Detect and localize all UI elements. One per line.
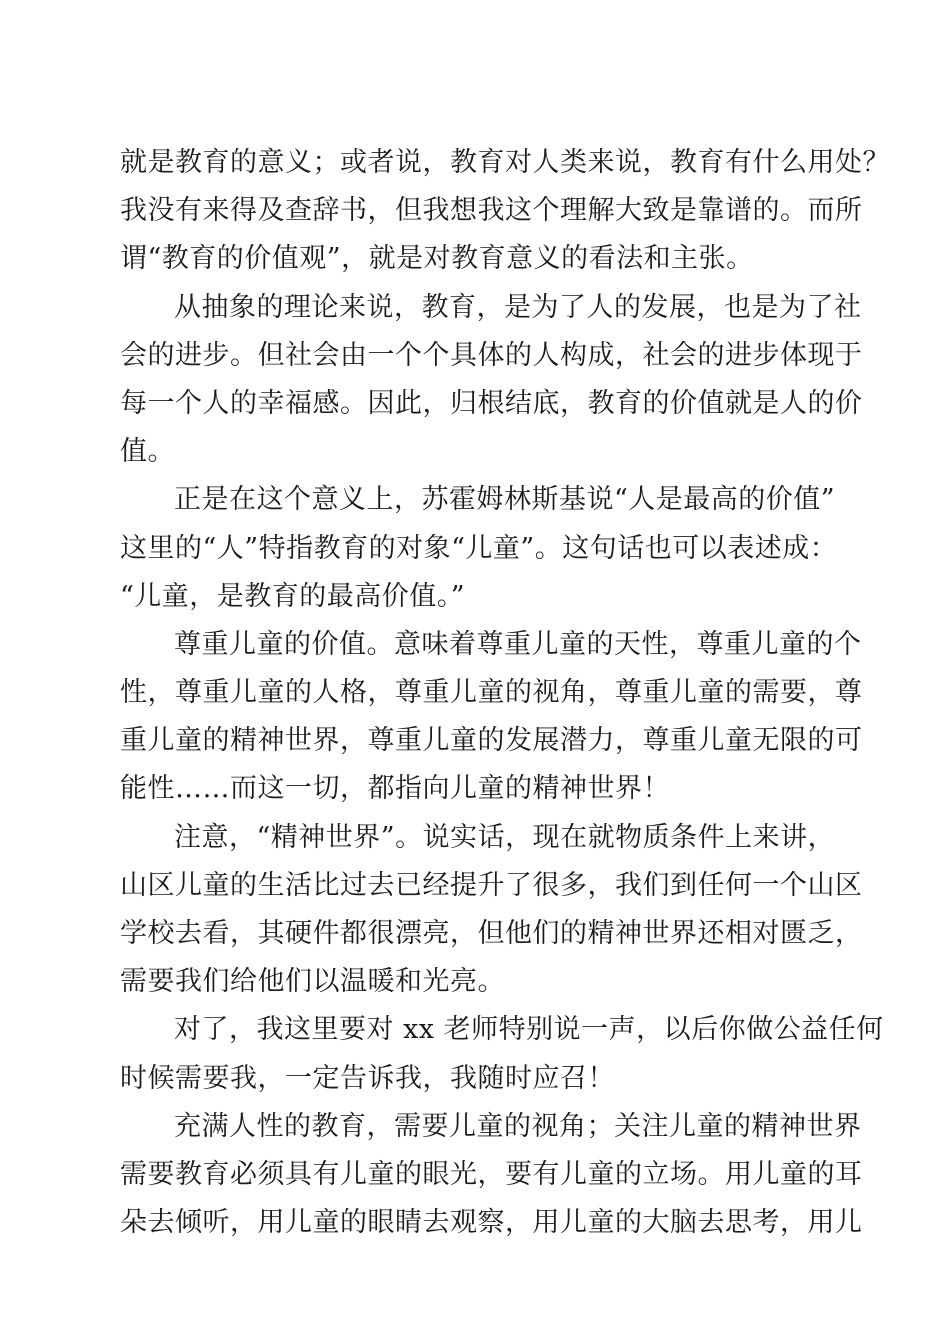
text-line: 值。 [120, 436, 175, 468]
text-line: 需要我们给他们以温暖和光亮。 [120, 966, 505, 998]
text-line: 朵去倾听，用儿童的眼睛去观察，用儿童的大脑去思考，用儿 [120, 1207, 863, 1239]
text-line: “儿童，是教育的最高价值。” [120, 580, 466, 612]
text-line: 山区儿童的生活比过去已经提升了很多，我们到任何一个山区 [120, 869, 863, 901]
text-line: 性，尊重儿童的人格，尊重儿童的视角，尊重儿童的需要，尊 [120, 677, 863, 709]
paragraph-first-line: 注意，“精神世界”。说实话，现在就物质条件上来讲， [174, 821, 836, 853]
text-line: 时候需要我，一定告诉我，我随时应召！ [120, 1062, 615, 1094]
paragraph-first-line: 对了，我这里要对 xx 老师特别说一声，以后你做公益任何 [174, 1014, 884, 1046]
text-line: 这里的“人”特指教育的对象“儿童”。这句话也可以表述成： [120, 532, 838, 564]
paragraph-first-line: 从抽象的理论来说，教育，是为了人的发展，也是为了社 [174, 291, 862, 323]
text-line: 需要教育必须具有儿童的眼光，要有儿童的立场。用儿童的耳 [120, 1158, 863, 1190]
text-line: 会的进步。但社会由一个个具体的人构成，社会的进步体现于 [120, 339, 863, 371]
text-line: 就是教育的意义；或者说，教育对人类来说，教育有什么用处？ [120, 147, 890, 178]
text-line: 我没有来得及查辞书，但我想我这个理解大致是靠谱的。而所 [120, 195, 863, 227]
text-line: 能性……而这一切，都指向儿童的精神世界！ [120, 773, 670, 805]
paragraph-first-line: 尊重儿童的价值。意味着尊重儿童的天性，尊重儿童的个 [174, 628, 862, 660]
text-line: 谓“教育的价值观”，就是对教育意义的看法和主张。 [120, 243, 754, 275]
text-line: 学校去看，其硬件都很漂亮，但他们的精神世界还相对匮乏， [120, 918, 863, 949]
paragraph-first-line: 正是在这个意义上，苏霍姆林斯基说“人是最高的价值” [174, 484, 836, 516]
paragraph-first-line: 充满人性的教育，需要儿童的视角；关注儿童的精神世界 [174, 1110, 862, 1142]
body-text [120, 139, 890, 1247]
text-line: 每一个人的幸福感。因此，归根结底，教育的价值就是人的价 [120, 387, 863, 419]
text-line: 重儿童的精神世界，尊重儿童的发展潜力，尊重儿童无限的可 [120, 725, 863, 757]
